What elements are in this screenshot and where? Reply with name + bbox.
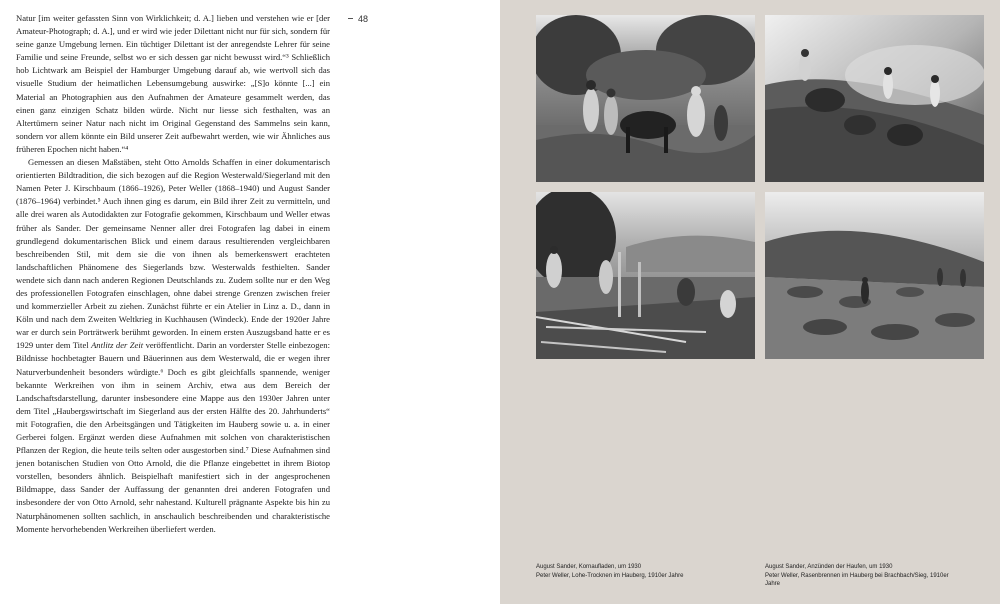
caption-rasenbrennen: Peter Weller, Rasenbrennen im Hauberg bei Brachbach/Sieg, 1910er Jahre — [765, 573, 949, 587]
photo-anzuenden — [765, 15, 984, 182]
photo-lohe-trocknen — [536, 192, 755, 359]
caption-lohe-trocknen: Peter Weller, Lohe-Trocknen im Hauberg, 1910er Jahre — [536, 573, 684, 580]
caption-anzuenden: August Sander, Anzünden der Haufen, um 1930 — [765, 564, 893, 570]
italic-title: Antlitz der Zeit — [91, 340, 144, 351]
right-page — [500, 0, 1000, 604]
paragraph — [16, 12, 330, 156]
body-text — [16, 12, 330, 536]
text-run: veröffentlicht. Darin an vorderster Stelle einbezogen: Bildnisse hochbetagter Bauern und Bäuerinnen aus dem Westerwald, die er wegen ihrer Naturverbundenheit besonders würdigte.⁶ Doch es gibt gleichfalls spannende, weniger bekannte Werkreihen von ihm in seinem Archiv, etwa aus dem Bereich der Landschaftsdarstellung, darunter insbesondere eine Mappe aus den 1930er Jahren unter dem Titel „Haubergswirtschaft im Siegerland aus der ersten Hälfte des 20. Jahrhunderts“ mit Fotografien, die den Arbeitsgängen und Tätigkeiten im Hauberg sowie u. a. in einer Gerberei folgen. Ergänzt werden diese Aufnahmen mit solchen von charakteristischen Pflanzen der Region, die heute teils selten oder ausgestorben sind.⁷ Diese Aufnahmen sind jenen botanischen Studien von Otto Arnold, die die Pflanze eingebettet in ihrem Biotop vorstellen, besonders ähnlich. Beispielhaft manifestiert sich in der angesprochenen Bildmappe, dass Sander der Auffassung der genannten drei anderen Fotografen und insbesondere der von Otto Arnold, sehr nahestand. Kulturell prägnante Aspekte bis hin zu Naturphänomenen sollten sachlich, in anschaulich beschreibenden und charakteristische Momente hervorhebenden Werkreihen überliefert werden. — [16, 340, 330, 534]
photo-kornaufladen — [536, 15, 755, 182]
page-number: 48 — [358, 14, 369, 24]
caption-right-column — [765, 564, 965, 590]
caption-left-column — [536, 564, 736, 583]
paragraph — [16, 156, 330, 536]
photo-rasenbrennen — [765, 192, 984, 359]
page-number-marker — [348, 18, 353, 19]
text-run: Gemessen an diesen Maßstäben, steht Otto Arnolds Schaffen in einer dokumentarisch orientierten Bildtradition, die sich bezogen auf die Region Westerwald/Siegerland mit den Namen Peter J. Kirschbaum (1866–1926), Peter Weller (1868–1940) und August Sander (1876–1964) verbindet.⁵ Auch ihnen ging es darum, ein Bild ihrer Zeit zu vermitteln, und alle drei waren als Autodidakten zur Fotografie gekommen, Kirschbaum und Weller etwas früher als Sander. Der gemeinsame Nenner aller drei Fotografen lag dabei in einem grundlegend dokumentarischen Blick und einem daraus resultierenden vergleichbaren beschreibenden Stil, mit dem sie die von ihnen als bemerkenswert erachteten landschaftlichen Phänomene des Siegerlands bzw. Westerwalds festhielten. Sander wendete sich dann nach anderen Regionen Deutschlands zu. Zudem sollte nur er den Weg des professionellen Fotografen einschlagen, ohne dabei strenge Grenzen zwischen freier und kommerzieller Arbeit zu ziehen. Zunächst führte er ein Atelier in Linz a. D., dann in Köln und nach dem Zweiten Weltkrieg in Kuchhausen (Windeck). Ende der 1920er Jahre war er durch sein Porträtwerk berühmt geworden. In einem ersten Auszugsband hatte er es 1929 unter dem Titel — [16, 157, 330, 351]
caption-kornaufladen: August Sander, Kornaufladen, um 1930 — [536, 564, 642, 570]
text-run: Natur [im weiter gefassten Sinn von Wirklichkeit; d. A.] lieben und verstehen wie er [der Amateur-Photograph; d. A.], und er wird wie jeder Dilettant nicht nur für sich, sondern für seine ganze Umgebung lernen. Ein tüchtiger Dilettant ist der anregendste Lehrer für seine Familie und seine Freunde, selbst wo er sich dessen gar nicht bewusst wird.“³ Schließlich hob Lichtwark am Beispiel der Hamburger Umgebung darauf ab, wie wertvoll sich das visuelle Studium der heimatlichen Lebensumgebung auswirke: „[S]o könnte [...] ein Material an Photographien aus den Aufnahmen der Amateure gesammelt werden, das einen ganz einzigen Schatz bilden würde. Nicht nur liesse sich festhalten, was an Altertümern seiner Natur nach nicht im Original Gegenstand des Sammelns sein kann, sondern vor allem könnte ein Bild unserer Zeit aufbewahrt werden, wie wir Ähnliches aus früheren Epochen nicht haben.“⁴ — [16, 13, 330, 154]
